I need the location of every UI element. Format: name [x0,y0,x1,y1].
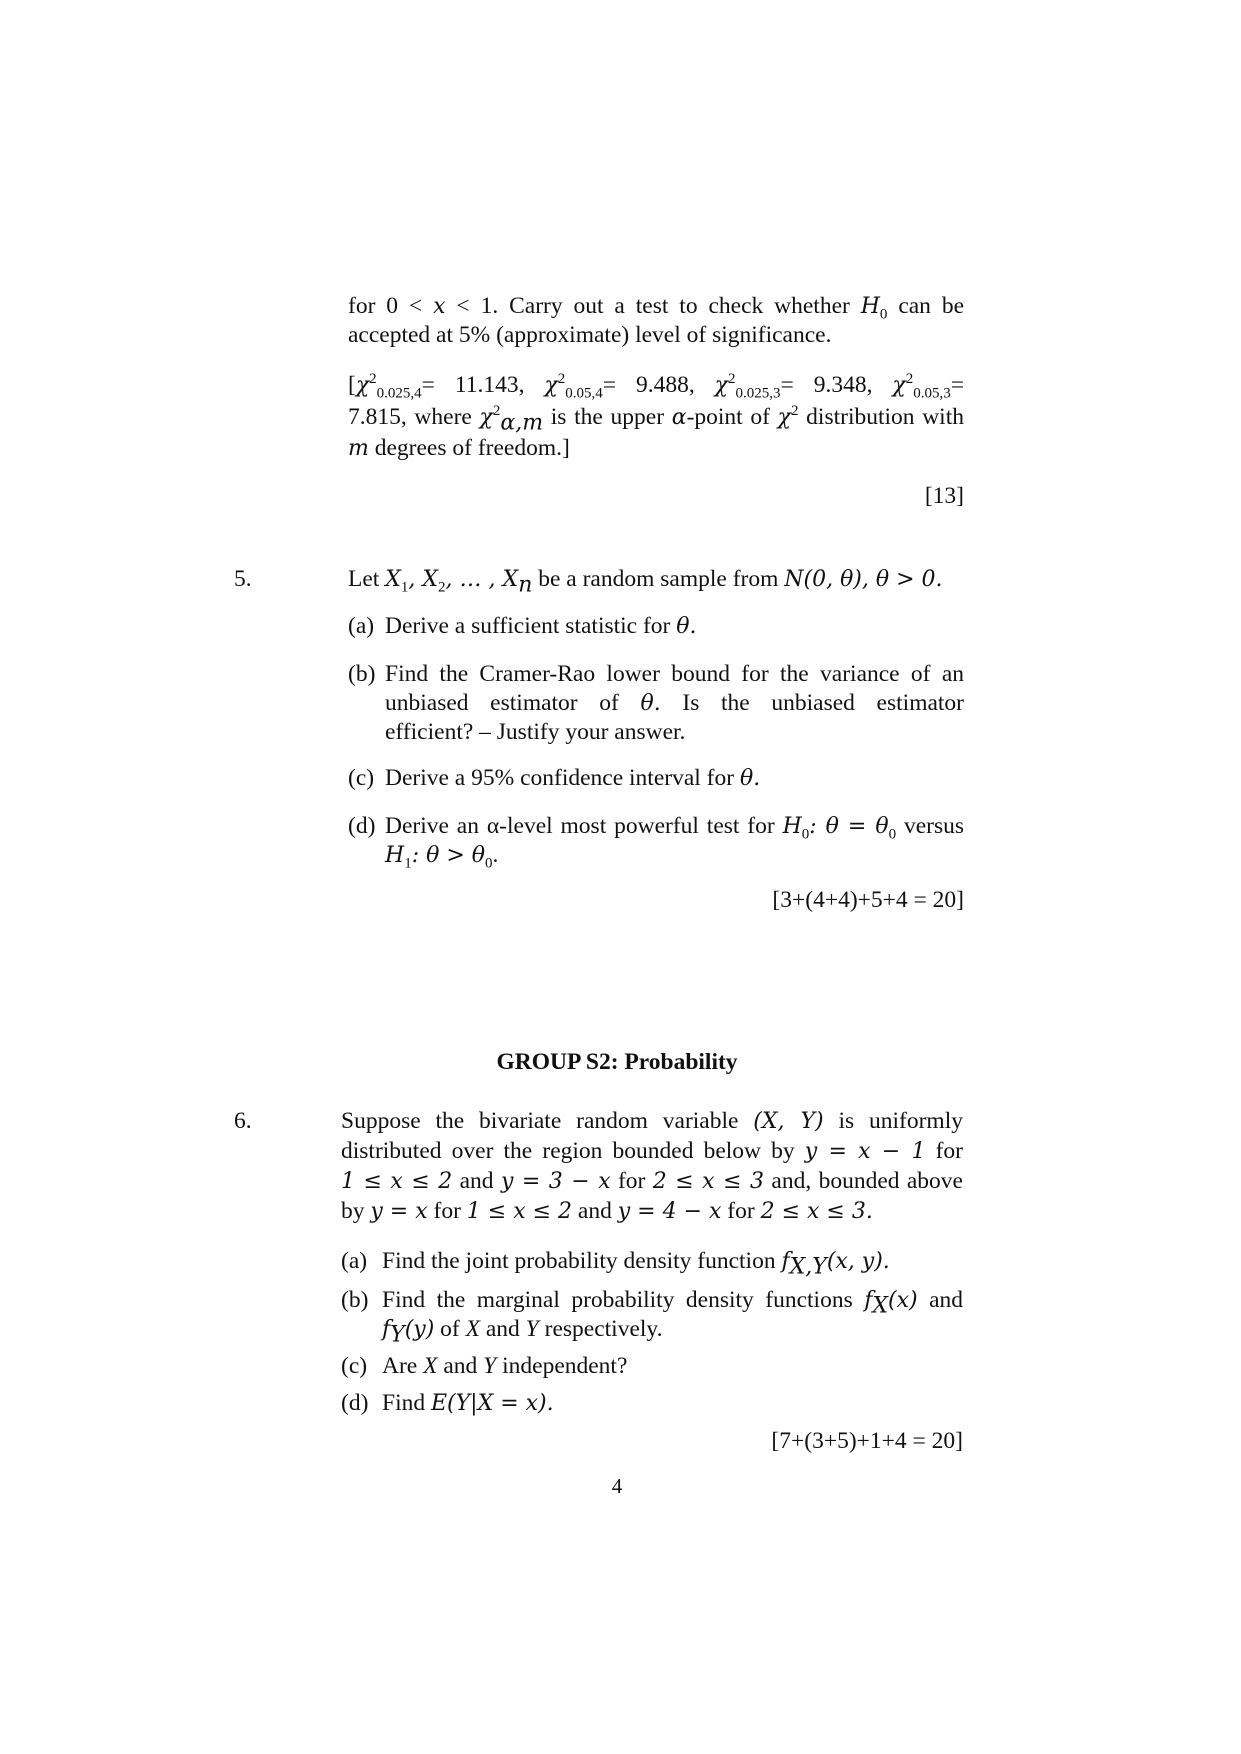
q6-line-2: distributed over the region bounded below by y = x − 1 for [341,1138,963,1164]
q5-marks: [3+(4+4)+5+4 = 20] [772,887,964,913]
q6-a-label: (a) [341,1248,368,1274]
page-number: 4 [611,1474,623,1498]
q6-marks: [7+(3+5)+1+4 = 20] [771,1428,963,1454]
q5-c-label: (c) [348,765,375,791]
q6-c-text: Are X and Y independent? [382,1353,628,1379]
q5-d-line-1: Derive an α-level most powerful test for $H_0$: $\theta = \theta_0$ versus [385,813,965,843]
q5-d-label: (d) [348,813,376,839]
q6-c-label: (c) [341,1353,368,1379]
q6-b-line-1: Find the marginal probability density functions $f_X(x)$ and [382,1287,963,1319]
group-heading: GROUP S2: Probability [496,1049,738,1075]
q6-line-3: 1 ≤ x ≤ 2 and y = 3 − x for 2 ≤ x ≤ 3 and, bounded above [341,1168,963,1194]
q5-b-label: (b) [348,661,376,687]
chi-square-note-end: m degrees of freedom.] [348,435,570,461]
q5-b-line-3: efficient? – Justify your answer. [385,719,686,745]
q6-b-label: (b) [341,1287,369,1313]
q4-marks: [13] [924,483,964,509]
q5-c-text: Derive a 95% confidence interval for θ. [385,765,761,791]
q6-d-text: Find E(Y|X = x). [382,1390,554,1416]
q5-a-label: (a) [348,613,375,639]
q5-b-line-2: unbiased estimator of θ. Is the unbiased estimator [385,690,965,716]
chi-square-note-line: 7.815, where $\chi^2_{\alpha,m}$ is the upper α-point of $\chi^2$ distribution with [348,403,964,436]
q5-d-line-2: $H_1$: $\theta > \theta_0$. [385,842,499,872]
q6-a-text: Find the joint probability density function $f_{X,Y}(x$, y). [382,1248,890,1280]
q6-line-4: by y = x for 1 ≤ x ≤ 2 and y = 4 − x for 2 ≤ x ≤ 3. [341,1198,873,1224]
q5-a-text: Derive a sufficient statistic for θ. [385,613,697,639]
q6-line-1: Suppose the bivariate random variable (X, Y) is uniformly [341,1108,963,1134]
q5-stem: Let $X_1$, $X_2$, … , $X_n$ be a random sample from N(0, θ), θ > 0. [348,566,943,598]
q4-line-1: for 0 < x < 1. Carry out a test to check whether $H_0$ can be [348,293,965,323]
chi-square-table-line: [$\chi^2_{0.025,4}= 11.143$, $\chi^2_{0.05,4}= 9.488$, $\chi^2_{0.025,3}= 9.348$, $\chi^2_{0.05,3}=$ [348,371,965,402]
q5-b-line-1: Find the Cramer-Rao lower bound for the variance of an [385,661,964,687]
q6-b-line-2: $f_Y(y)$ of X and Y respectively. [382,1316,663,1348]
q6-number: 6. [234,1108,252,1134]
q5-number: 5. [234,566,252,592]
q4-line-2: accepted at 5% (approximate) level of significance. [348,322,832,348]
q6-d-label: (d) [341,1390,369,1416]
